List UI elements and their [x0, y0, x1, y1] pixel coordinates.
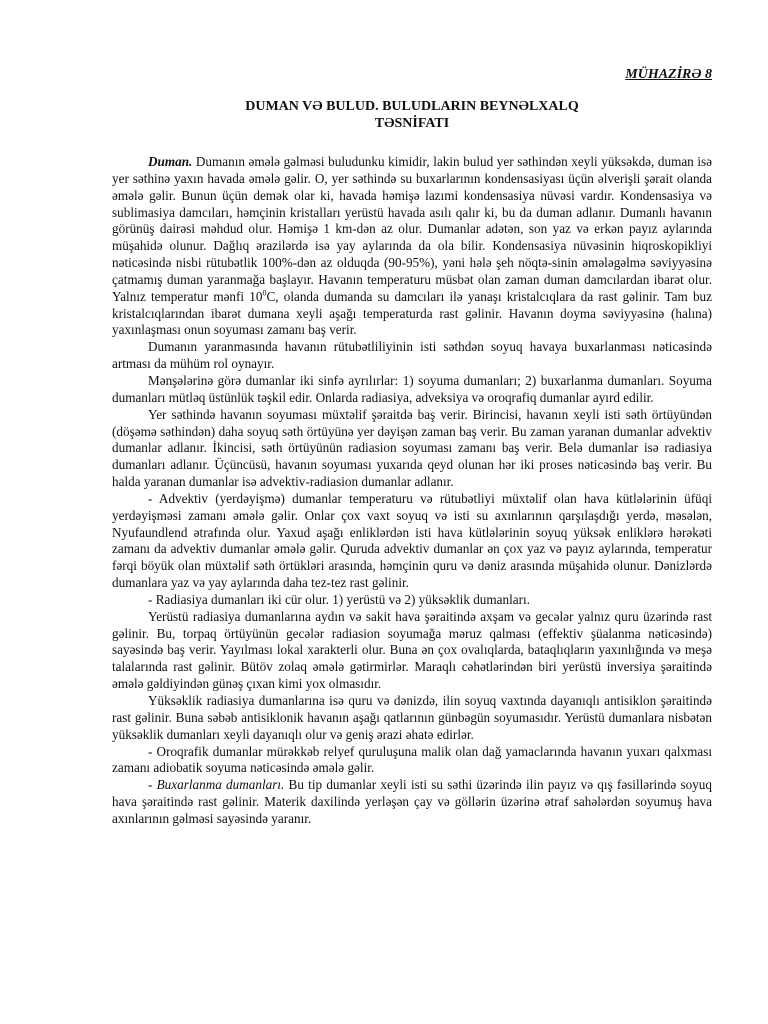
- paragraph-radiation-types: - Radiasiya dumanları iki cür olur. 1) yerüstü və 2) yüksəklik dumanları.: [148, 591, 530, 607]
- title-line-1: DUMAN VƏ BULUD. BULUDLARIN BEYNƏLXALQ: [245, 99, 579, 114]
- document-title: [112, 98, 712, 132]
- paragraph-text: -: [148, 777, 157, 793]
- paragraph-text: Bu tip dumanlar xeyli isti su səthi üzərində ilin payız və qış fəsillərində soyuq hava şəraitində rast gəlinir. Materik daxilində yerləşən çay və göllərin üzərinə ətraf sahələrdən soyumuş hava axınlarının gəlməsi sayəsində yaranır.: [112, 777, 712, 826]
- paragraph-evaporation: [112, 777, 712, 828]
- paragraph-classification: Mənşələrinə görə dumanlar iki sinfə ayrılırlar: 1) soyuma dumanları; 2) buxarlanma dumanları. Soyuma dumanları mütləq üstünlük təşkil edir. Onlarda radiasiya, adveksiya və oroqrafiq dumanlar ayırd edilir.: [112, 372, 712, 405]
- paragraph-high-radiation: Yüksəklik radiasiya dumanlarına isə quru və dənizdə, ilin soyuq vaxtında dayanıqlı antisiklon şəraitində rast gəlinir. Buna səbəb antisiklonik havanın aşağı qatlarının günbəgün soyumasıdır. Yerüstü dumanlara nisbətən yüksəklik dumanları xeyli dayanıqlı olur və geniş ərazi əhatə edirlər.: [112, 693, 712, 742]
- paragraph-humidity: Dumanın yaranmasında havanın rütubətliliyinin isti səthdən soyuq havaya buxarlanması nəticəsində artması da mühüm rol oynayır.: [112, 339, 712, 372]
- paragraph-fog-definition: [112, 154, 712, 339]
- paragraph-advective: - Advektiv (yerdəyişmə) dumanlar temperaturu və rütubətliyi müxtəlif olan hava kütlələrinin üfüqi yerdəyişməsi zamanı əmələ gəlir. Onlar çox vaxt soyuq və isti su axınlarının qarşılaşdığı yerdə, məsələn, Nyufaundlend ətrafında olur. Yaxud aşağı enliklərdən isti hava kütlələrinin soyuq yüksək enliklərə hərəkəti zamanı da advektiv dumanlar əmələ gəlir. Quruda advektiv dumanlar ən çox yaz və payız aylarında, temperatur fərqi böyük olan müxtəlif səth örtükləri arasında, həmçinin quru və dəniz arasında müşahidə olunur. Dənizlərdə dumanlara yaz və yay aylarında daha tez-tez rast gəlinir.: [112, 490, 712, 591]
- paragraph-text: C, olanda dumanda su damcıları ilə yanaşı kristalcıqlara da rast gəlinir. Tam buz kristalcıqlarından ibarət dumana xeyli aşağı temperaturda rast gəlinir. Havanın doyma səviyyəsinə (halına) yaxınlaşması onun soyuması zamanı baş verir.: [112, 288, 712, 338]
- paragraph-emphasis-term: Buxarlanma dumanları.: [156, 777, 285, 793]
- paragraph-lead-term: Duman.: [148, 154, 193, 169]
- lecture-label: MÜHAZİRƏ 8: [625, 67, 712, 82]
- document-page: [112, 66, 712, 828]
- paragraph-orographic: - Oroqrafik dumanlar mürəkkəb relyef quruluşuna malik olan dağ yamaclarında havanın yuxarı qalxması zamanı adiobatik soyuma nəticəsində əmələ gəlir.: [112, 743, 712, 776]
- title-line-2: TƏSNİFATI: [374, 116, 450, 131]
- paragraph-text: Dumanın əmələ gəlməsi buludunku kimidir, lakin bulud yer səthindən xeyli yüksəkdə, duman isə yer səthinə yaxın havada əmələ gəlir. O, yer səthində su buxarlarının kondensasiyası üçün əlverişli şərait olanda əmələ gəlir. Bunun üçün demək olar ki, havada həmişə lazımi kondensasiya nüvəsi vardır. Kondensasiya və sublimasiya damcıları, həmçinin kristalları yerüstü havada asılı qalır ki, bu da duman adlanır. Dumanlı havanın görünüş dairəsi məhdud olur. Həmişə 1 km-dən az olur. Dumanlar adətən, son yaz və erkən payız aylarında müşahidə olunur. Dağlıq ərazilərdə isə yay aylarında da ola bilir. Kondensasiya nüvəsinin hiqroskopikliyi nəticəsində nisbi rütubətlik 100%-dən az olduqda (90-95%), yəni hələ şeh nöqtə-sinin əmələgəlmə səviyyəsinə çatmamış duman yaranmağa başlayır. Havanın temperaturu müsbət olan zaman duman damcılardan ibarət olur. Yalnız temperatur mənfi 10: [112, 154, 712, 304]
- paragraph-cooling: Yer səthində havanın soyuması müxtəlif şəraitdə baş verir. Birincisi, havanın xeyli isti səth örtüyündən (döşəmə səthindən) daha soyuq səth örtüyünə yer dəyişən zaman baş verir. Bu zaman yaranan dumanlar advektiv dumanlar adlanır. İkincisi, səth örtüyünün radiasion soyuması zamanı baş verir. Belə dumanlar isə radiasiya dumanları adlanır. Üçüncüsü, havanın soyuması yuxarıda qeyd olunan hər iki proses nəticəsində baş verir. Bu halda yaranan dumanlar isə advektiv-radiasion dumanlar adlanır.: [112, 406, 712, 490]
- degree-superscript: 0: [262, 288, 267, 298]
- paragraph-ground-radiation: Yerüstü radiasiya dumanlarına aydın və sakit hava şəraitində axşam və gecələr yalnız quru üzərində rast gəlinir. Bu, torpaq örtüyünün gecələr radiasion soyumağa məruz qalması (effektiv şüalanma nəticəsində) sayəsində baş verir. Yayılması lokal xarakterli olur. Buna ən çox ovalıqlarda, bataqlıqların yaxınlığında və meşə talalarında rast gəlinir. Bütöv zolaq əmələ gətirmirlər. Maraqlı cəhətlərindən biri yerüstü inversiya şəraitində əmələ gəldiyindən günəş çıxan kimi yox olmasıdır.: [112, 608, 712, 692]
